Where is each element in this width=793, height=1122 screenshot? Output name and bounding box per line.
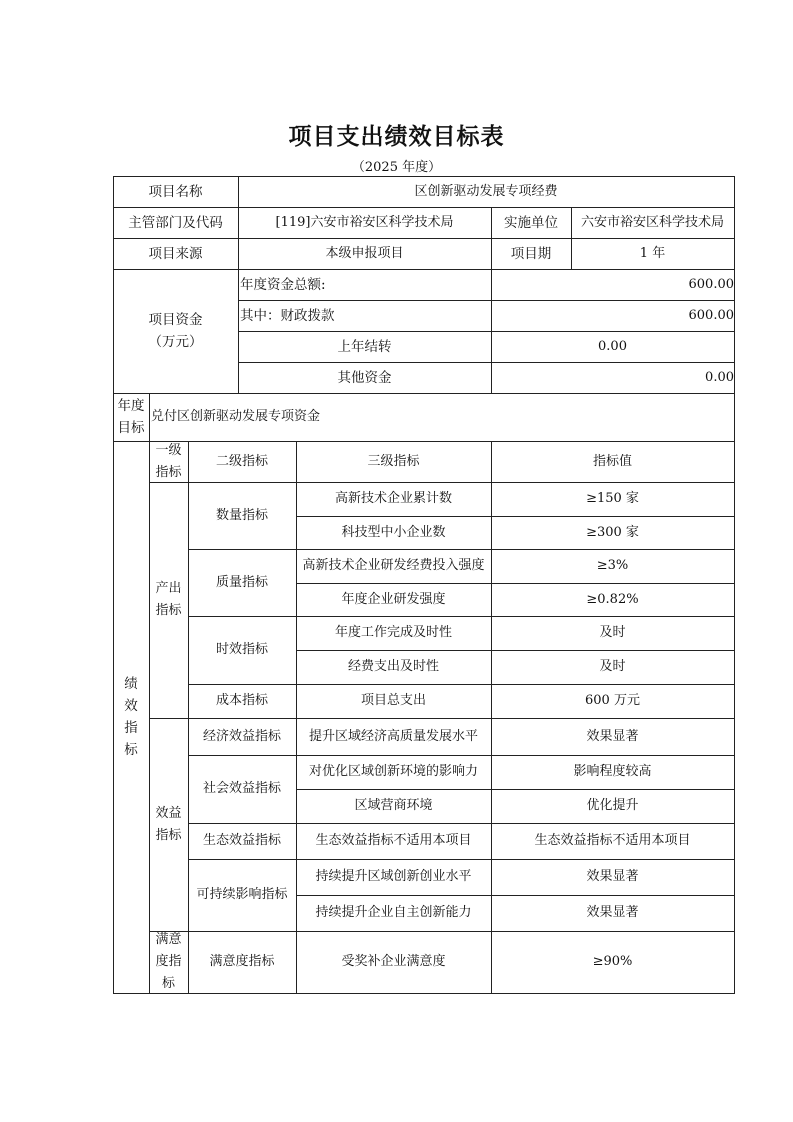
indicator-value: ≥90% [592,954,633,969]
annual-goal-text: 兑付区创新驱动发展专项资金 [151,409,321,424]
funds-label: 项目资金 （万元） [148,312,203,350]
funds-carryover-value: 0.00 [598,338,627,354]
page-subtitle: （2025 年度） [351,160,442,175]
timeliness-indicator-label: 时效指标 [215,642,268,657]
indicator-value: 优化提升 [586,798,639,813]
funds-total-value: 600.00 [688,276,734,292]
indicator-value: ≥0.82% [586,591,639,607]
period-label: 项目期 [510,245,552,262]
quantity-indicator-label: 数量指标 [215,507,268,523]
indicator-name: 项目总支出 [360,693,426,708]
indicator-name: 高新技术企业研发经费投入强度 [302,558,485,573]
source-label: 项目来源 [148,245,203,262]
funds-fiscal-label: 其中：财政拨款 [240,307,335,324]
indicator-name: 区域营商环境 [354,798,433,813]
indicator-value: ≥3% [596,558,629,573]
performance-label: 绩 效 指 标 [124,676,138,758]
source-value: 本级申报项目 [325,245,404,261]
indicator-value: 及时 [599,625,626,640]
output-indicator-label: 产出 指标 [155,581,182,618]
indicator-value: 生态效益指标不适用本项目 [534,833,691,848]
funds-carryover-label: 上年结转 [337,338,392,355]
ecological-benefit-label: 生态效益指标 [202,833,281,848]
page-title: 项目支出绩效目标表 [288,124,505,150]
indicator-value: 效果显著 [586,905,639,920]
indicator-name: 受奖补企业满意度 [341,954,446,969]
satisfaction-sub-label: 满意度指标 [209,954,275,969]
dept-label: 主管部门及代码 [128,214,223,231]
satisfaction-indicator-label: 满意 度指 标 [155,932,182,991]
funds-fiscal-value: 600.00 [688,307,734,323]
project-name-label: 项目名称 [148,183,203,200]
indicator-value: 效果显著 [586,728,639,744]
quality-indicator-label: 质量指标 [215,574,268,590]
indicator-name: 经费支出及时性 [347,659,439,674]
economic-benefit-label: 经济效益指标 [202,728,281,744]
indicator-value: 600 万元 [585,693,640,708]
indicator-name: 科技型中小企业数 [341,524,446,540]
indicator-name: 持续提升区域创新创业水平 [315,869,472,884]
indicator-name: 年度企业研发强度 [341,591,446,607]
funds-other-label: 其他资金 [337,369,392,386]
cost-indicator-label: 成本指标 [215,693,268,708]
indicator-value: 影响程度较高 [573,764,652,779]
header-level2: 二级指标 [215,453,268,469]
table-rule [734,176,735,994]
indicator-name: 持续提升企业自主创新能力 [315,905,472,920]
indicator-value: ≥150 家 [586,491,639,506]
header-level1: 一级 指标 [155,442,182,480]
period-value: 1 年 [639,245,666,261]
indicator-value: ≥300 家 [586,524,639,540]
annual-goal-label: 年度 目标 [117,398,145,436]
indicator-name: 对优化区域创新环境的影响力 [308,764,478,779]
indicator-value: 效果显著 [586,869,639,884]
unit-label: 实施单位 [504,214,558,231]
table-rule [113,993,734,994]
indicator-name: 生态效益指标不适用本项目 [315,833,472,848]
project-name-value: 区创新驱动发展专项经费 [414,183,558,199]
indicator-name: 高新技术企业累计数 [334,491,452,506]
indicator-name: 年度工作完成及时性 [334,625,452,640]
sustainable-impact-label: 可持续影响指标 [196,887,288,902]
funds-other-value: 0.00 [705,369,734,385]
funds-total-label: 年度资金总额: [240,276,326,293]
indicator-name: 提升区域经济高质量发展水平 [308,728,478,744]
dept-value: [119]六安市裕安区科学技术局 [275,214,454,230]
header-value: 指标值 [592,453,632,469]
unit-value: 六安市裕安区科学技术局 [580,214,724,230]
header-level3: 三级指标 [367,453,420,469]
benefit-indicator-label: 效益 指标 [155,805,182,843]
social-benefit-label: 社会效益指标 [202,781,281,796]
indicator-value: 及时 [599,659,626,674]
